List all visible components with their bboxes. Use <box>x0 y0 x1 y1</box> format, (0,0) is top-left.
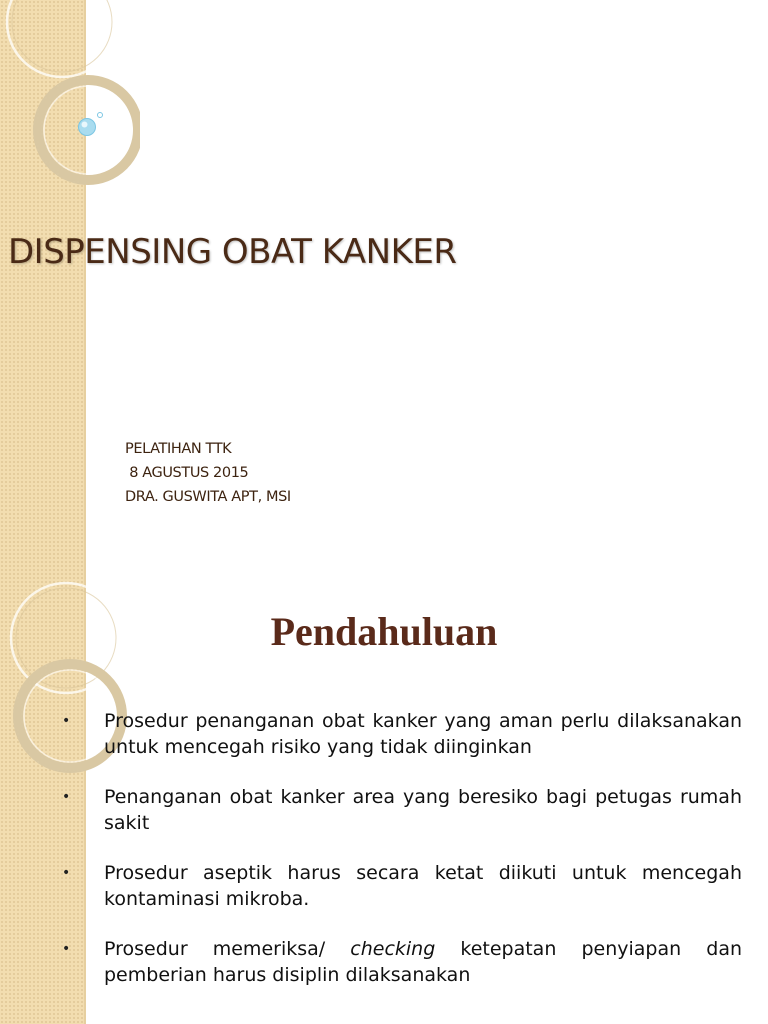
subtitle-block <box>125 437 291 509</box>
slide-title: DISPENSING OBAT KANKER <box>8 232 457 272</box>
bullet-text-part: Prosedur memeriksa/ <box>104 938 351 960</box>
bullet-icon: • <box>62 713 71 729</box>
list-item <box>62 860 742 912</box>
bullet-icon: • <box>62 865 71 881</box>
bullet-list <box>62 708 742 1012</box>
bullet-text-part: ketepatan penyiapan dan pemberian harus disiplin dilaksanakan <box>104 938 743 986</box>
subtitle-line: 8 AGUSTUS 2015 <box>125 465 249 481</box>
section-heading: Pendahuluan <box>270 609 498 654</box>
content-slide <box>0 576 768 1024</box>
bullet-text: Prosedur penanganan obat kanker yang aman perlu dilaksanakan untuk mencegah risiko yang tidak diinginkan <box>104 710 742 758</box>
bullet-icon: • <box>62 941 71 957</box>
subtitle-line: DRA. GUSWITA APT, MSI <box>125 489 291 505</box>
list-item <box>62 708 742 760</box>
bullet-emphasis: checking <box>350 938 436 960</box>
subtitle-line: PELATIHAN TTK <box>125 441 232 457</box>
bullet-text: Penanganan obat kanker area yang beresiko bagi petugas rumah sakit <box>104 786 742 834</box>
bullet-text: Prosedur aseptik harus secara ketat diikuti untuk mencegah kontaminasi mikroba. <box>104 862 742 910</box>
list-item <box>62 784 742 836</box>
ring-decoration-icon <box>0 0 140 200</box>
list-item <box>62 936 742 988</box>
bullet-icon: • <box>62 789 71 805</box>
